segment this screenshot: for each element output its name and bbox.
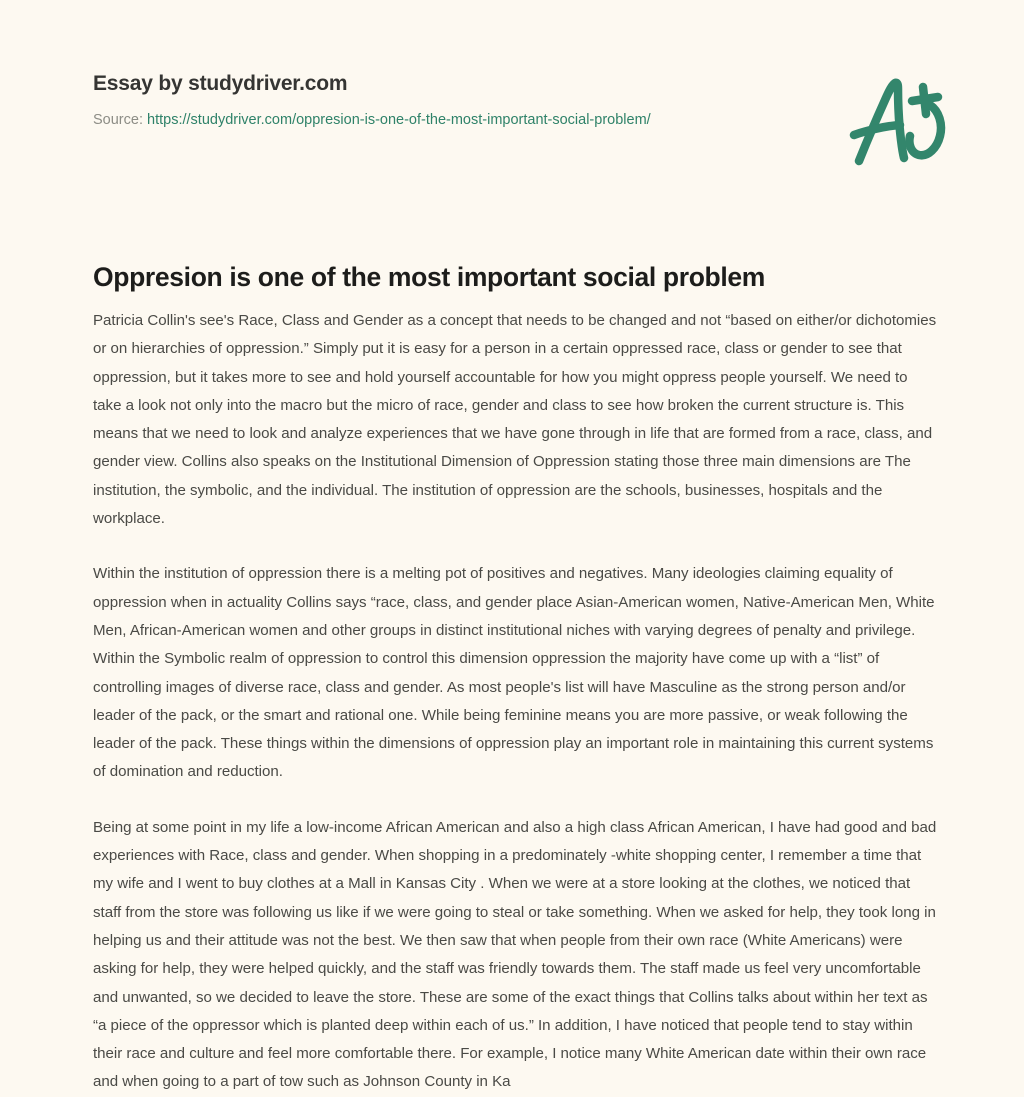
- source-line: [93, 112, 651, 129]
- essay-body: [93, 307, 938, 1097]
- document-header: [0, 0, 1024, 190]
- a-plus-logo-icon[interactable]: [838, 62, 960, 180]
- essay-paragraph: Patricia Collin's see's Race, Class and Gender as a concept that needs to be changed and not “based on either/or dichotomies or on hierarchies of oppression.” Simply put it is easy for a person in a certain oppressed race, class or gender to see that oppression, but it takes more to see and hold yourself accountable for how you might oppress people yourself. We need to take a look not only into the macro but the micro of race, gender and class to see how broken the current structure is. This means that we need to look and analyze experiences that we have gone through in life that are formed from a race, class, and gender view. Collins also speaks on the Institutional Dimension of Oppression stating those three main dimensions are The institution, the symbolic, and the individual. The institution of oppression are the schools, businesses, hospitals and the workplace.: [93, 312, 937, 528]
- page-title: Oppresion is one of the most important social problem: [93, 261, 766, 292]
- source-url-link[interactable]: https://studydriver.com/oppresion-is-one-of-the-most-important-social-problem/: [147, 112, 651, 129]
- a-plus-logo-svg: [838, 62, 960, 180]
- essay-paragraph: Being at some point in my life a low-income African American and also a high class African American, I have had good and bad experiences with Race, class and gender. When shopping in a predominately -white shopping center, I remember a time that my wife and I went to buy clothes at a Mall in Kansas City . When we were at a store looking at the clothes, we noticed that staff from the store was following us like if we were going to steal or take something. When we asked for help, they took long in helping us and their attitude was not the best. We then saw that when people from their own race (White Americans) were asking for help, they were helped quickly, and the staff was friendly towards them. The staff made us feel very uncomfortable and unwanted, so we decided to leave the store. These are some of the exact things that Collins talks about within her text as “a piece of the oppressor which is planted deep within each of us.” In addition, I have noticed that people tend to stay within their race and culture and feel more comfortable there. For example, I notice many White American date within their own race and when going to a part of tow such as Johnson County in Ka: [93, 818, 937, 1091]
- brand-title: Essay by studydriver.com: [93, 72, 348, 95]
- source-label: Source:: [93, 112, 143, 129]
- essay-paragraph: Within the institution of oppression there is a melting pot of positives and negatives. Many ideologies claiming equality of oppression when in actuality Collins says “race, class, and gender place Asian-American women, Native-American Men, White Men, African-American women and other groups in distinct institutional niches with varying degrees of penalty and privilege. Within the Symbolic realm of oppression to control this dimension oppression the majority have come up with a “list” of controlling images of diverse race, class and gender. As most people's list will have Masculine as the strong person and/or leader of the pack, or the smart and rational one. While being feminine means you are more passive, or weak following the leader of the pack. These things within the dimensions of oppression play an important role in maintaining this current systems of domination and reduction.: [93, 565, 935, 781]
- header-text-block: [93, 72, 651, 129]
